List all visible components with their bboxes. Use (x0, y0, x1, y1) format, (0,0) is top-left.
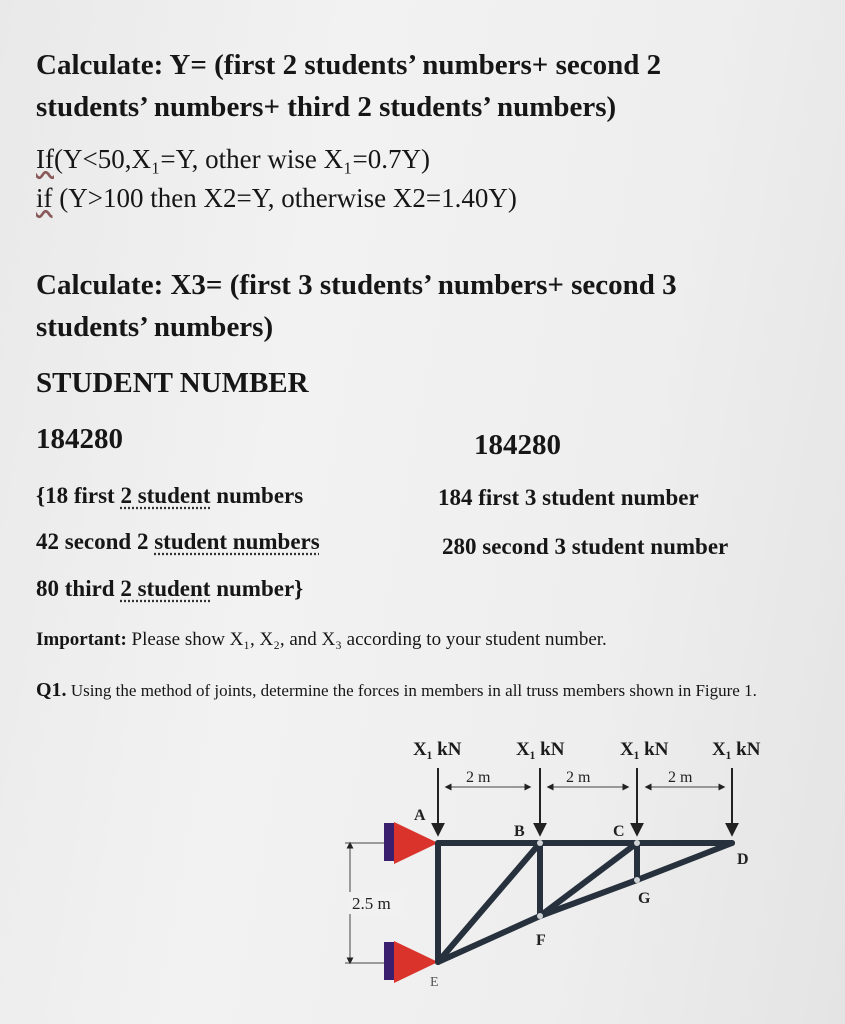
node-label-a: A (414, 807, 426, 824)
student-number-left: 184280 (36, 423, 123, 455)
joint-c (634, 840, 640, 846)
node-label-f: F (536, 932, 546, 949)
breakdown-left-2b: student numbers (154, 529, 320, 554)
node-label-c: C (613, 823, 625, 840)
support-e-wall (384, 942, 394, 980)
important-label: Important: (36, 629, 127, 650)
breakdown-left-3c: number} (210, 576, 304, 601)
heading2-line1: Calculate: X3= (first 3 students’ numbers+ second 3 (36, 269, 677, 301)
member-ef (438, 916, 540, 962)
student-number-right: 184280 (474, 429, 561, 461)
joint-b (537, 840, 543, 846)
member-eb (438, 843, 540, 962)
breakdown-left-1a: {18 first (36, 483, 121, 508)
node-label-g: G (638, 890, 651, 907)
breakdown-left-2a: 42 second 2 (36, 529, 155, 554)
condition-x1-prefix: If (36, 144, 54, 174)
condition-x1-text: (Y<50,X₁=Y, other wise X₁=0.7Y) (53, 144, 430, 174)
heading1-line2: students’ numbers+ third 2 students’ numbers) (36, 91, 617, 123)
node-label-d: D (737, 851, 749, 868)
load-label-a: X₁ kN (413, 739, 462, 760)
breakdown-left-1c: numbers (210, 483, 304, 508)
load-label-b: X₁ kN (516, 739, 565, 760)
support-a-wall (384, 823, 394, 861)
span-label-2: 2 m (566, 769, 591, 786)
condition-x2-text: (Y>100 then X2=Y, otherwise X2=1.40Y) (52, 183, 517, 213)
span-label-3: 2 m (668, 769, 693, 786)
joint-f (537, 913, 543, 919)
breakdown-right-1: 184 first 3 student number (438, 485, 699, 510)
truss-members (438, 843, 732, 962)
breakdown-left-3b: 2 student (120, 576, 211, 601)
member-fg (540, 880, 637, 916)
member-fc (540, 843, 637, 916)
breakdown-left-3a: 80 third (36, 576, 121, 601)
heading2-line2: students’ numbers) (36, 311, 274, 343)
span-label-1: 2 m (466, 769, 491, 786)
question-label: Q1. (36, 679, 67, 701)
heading1-line1: Calculate: Y= (first 2 students’ numbers+ second 2 (36, 49, 662, 81)
important-text: Please show X₁, X₂, and X₃ according to your student number. (126, 629, 607, 650)
member-gd (637, 843, 732, 880)
load-label-c: X₁ kN (620, 739, 669, 760)
breakdown-left-1b: 2 student (120, 483, 211, 508)
breakdown-right-2: 280 second 3 student number (442, 534, 729, 559)
condition-x2-prefix: if (36, 183, 53, 213)
height-label: 2.5 m (352, 894, 391, 913)
node-label-e: E (430, 975, 439, 990)
load-label-d: X₁ kN (712, 739, 761, 760)
student-number-title: STUDENT NUMBER (36, 367, 309, 399)
support-a-pin (394, 822, 438, 864)
joint-g (634, 877, 640, 883)
question-text: Using the method of joints, determine the forces in members in all truss members shown in Figure 1. (66, 681, 757, 700)
node-label-b: B (514, 823, 525, 840)
